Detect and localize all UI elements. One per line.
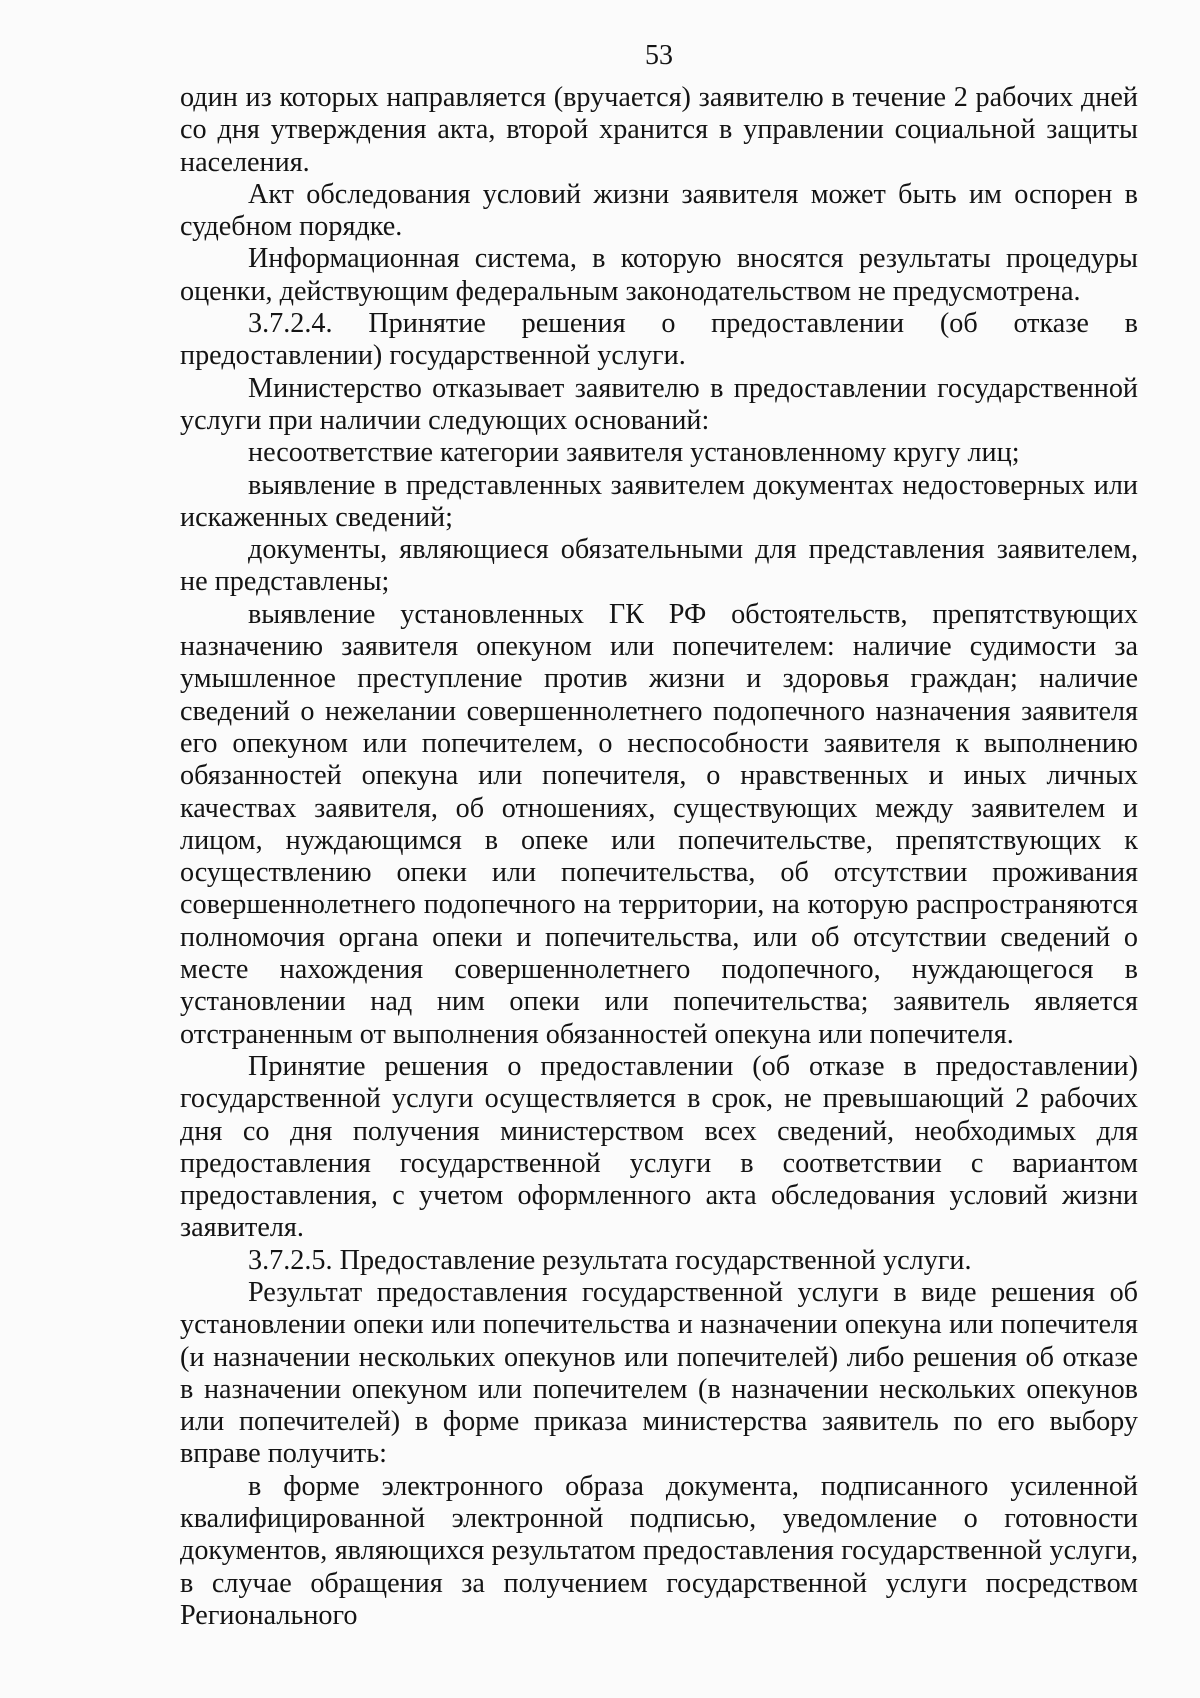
paragraph: Информационная система, в которую вносятся результаты процедуры оценки, действующим федеральным законодательством не предусмотрена. bbox=[180, 243, 1138, 307]
list-item: в форме электронного образа документа, подписанного усиленной квалифицированной электронной подписью, уведомление о готовности документов, являющихся результатом предоставления государственной услуги, в случае обращения за получением государственной услуги посредством Регионального bbox=[180, 1470, 1138, 1631]
section-heading: 3.7.2.5. Предоставление результата государственной услуги. bbox=[248, 1244, 972, 1276]
paragraph: один из которых направляется (вручается) заявителю в течение 2 рабочих дней со дня утверждения акта, второй хранится в управлении социальной защиты населения. bbox=[180, 82, 1138, 178]
page-number: 53 bbox=[645, 40, 673, 71]
paragraph: Акт обследования условий жизни заявителя может быть им оспорен в судебном порядке. bbox=[180, 178, 1138, 243]
list-item: выявление в представленных заявителем документах недостоверных или искаженных сведений; bbox=[180, 469, 1138, 533]
paragraph: Министерство отказывает заявителю в предоставлении государственной услуги при наличии следующих оснований: bbox=[180, 372, 1138, 436]
list-item: несоответствие категории заявителя установленному кругу лиц; bbox=[248, 437, 1020, 469]
list-item: выявление установленных ГК РФ обстоятельств, препятствующих назначению заявителя опекуном или попечителем: наличие судимости за умышленное преступление против жизни и здоровья граждан; наличие сведений о нежелании совершеннолетнего подопечного назначения заявителя его опекуном или попечителем, о неспособности заявителя к выполнению обязанностей опекуна или попечителя, о нравственных и иных личных качествах заявителя, об отношениях, существующих между заявителем и лицом, нуждающимся в опеке или попечительстве, препятствующих к осуществлению опеки или попечительства, об отсутствии проживания совершеннолетнего подопечного на территории, на которую распространяются полномочия органа опеки и попечительства, или об отсутствии сведений о месте нахождения совершеннолетнего подопечного, нуждающегося в установлении над ним опеки или попечительства; заявитель является отстраненным от выполнения обязанностей опекуна или попечителя. bbox=[180, 598, 1138, 1050]
paragraph: Результат предоставления государственной услуги в виде решения об установлении опеки или попечительства и назначении опекуна или попечителя (и назначении нескольких опекунов или попечителей) либо решения об отказе в назначении опекуном или попечителем (в назначении нескольких опекунов или попечителей) в форме приказа министерства заявитель по его выбору вправе получить: bbox=[180, 1276, 1138, 1470]
paragraph: Принятие решения о предоставлении (об отказе в предоставлении) государственной услуги осуществляется в срок, не превышающий 2 рабочих дня со дня получения министерством всех сведений, необходимых для предоставления государственной услуги в соответствии с вариантом предоставления, с учетом оформленного акта обследования условий жизни заявителя. bbox=[180, 1050, 1138, 1244]
list-item: документы, являющиеся обязательными для представления заявителем, не представлены; bbox=[180, 534, 1138, 598]
section-heading: 3.7.2.4. Принятие решения о предоставлении (об отказе в предоставлении) государственной услуги. bbox=[180, 308, 1138, 372]
document-body bbox=[180, 82, 1138, 1632]
